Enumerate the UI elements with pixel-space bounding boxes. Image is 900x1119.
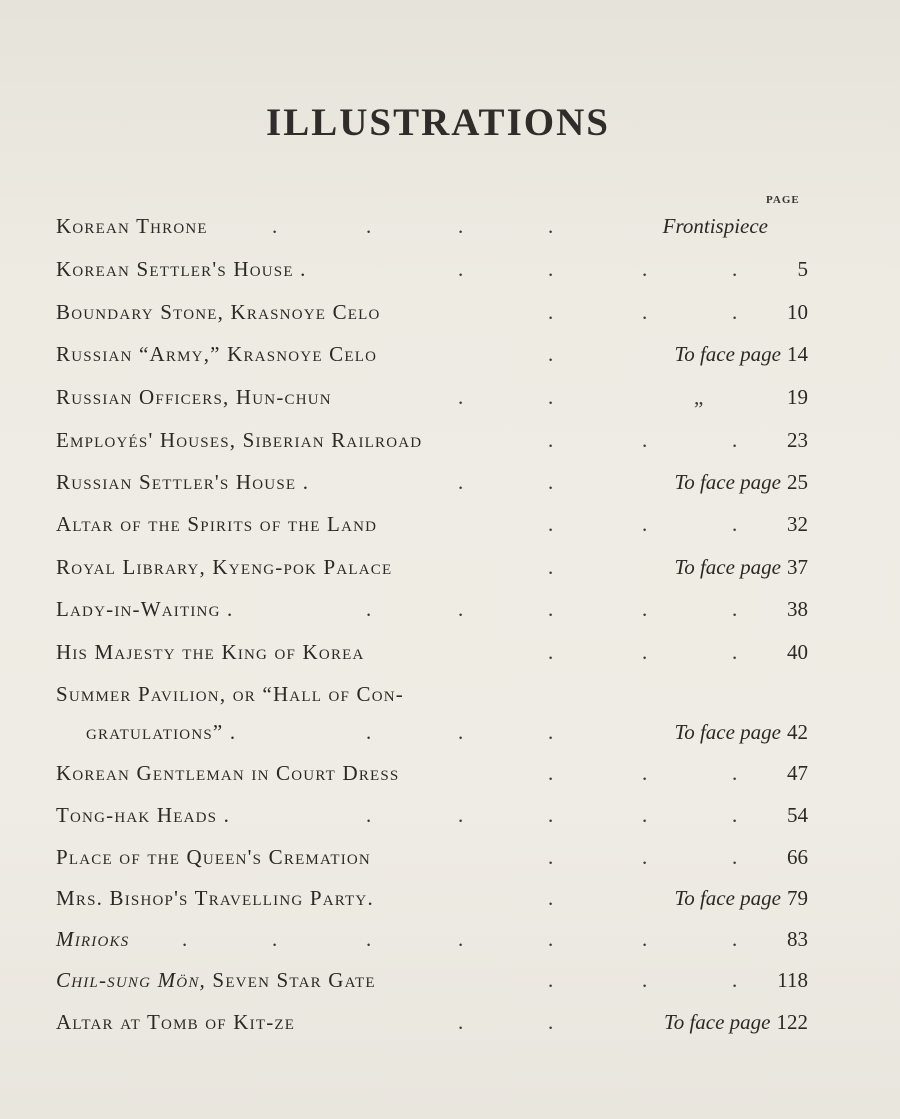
leader-dot: .: [732, 968, 738, 992]
list-item: [0, 342, 900, 372]
leader-dot: .: [458, 385, 464, 409]
leader-dot: .: [458, 803, 464, 827]
list-item: [0, 968, 900, 998]
entry-title: Mirioks: [56, 927, 130, 951]
list-item: [0, 300, 900, 330]
list-item: [0, 512, 900, 542]
list-item: [0, 1010, 900, 1040]
leader-dot: .: [732, 300, 738, 324]
entry-title: Korean Settler's House .: [56, 257, 307, 281]
leader-dot: .: [642, 300, 648, 324]
leader-dot: .: [548, 555, 554, 579]
list-item: [0, 470, 900, 500]
leader-dot: .: [548, 927, 554, 951]
leader-dot: .: [548, 845, 554, 869]
entry-page-number: 66: [787, 845, 808, 869]
leader-dot: .: [272, 927, 278, 951]
entry-note: To face page: [674, 470, 781, 494]
leader-dot: .: [548, 470, 554, 494]
leader-dot: .: [642, 968, 648, 992]
entry-title: Place of the Queen's Cremation: [56, 845, 371, 869]
list-item: [0, 428, 900, 458]
leader-dot: .: [458, 927, 464, 951]
entry-title: Boundary Stone, Krasnoye Celo: [56, 300, 381, 324]
entry-reference: [674, 470, 808, 495]
leader-dot: .: [458, 257, 464, 281]
leader-dot: .: [272, 214, 278, 238]
leader-dot: .: [732, 761, 738, 785]
leader-dot: .: [458, 1010, 464, 1034]
entry-title: His Majesty the King of Korea: [56, 640, 365, 664]
entry-title: Korean Gentleman in Court Dress: [56, 761, 400, 785]
entry-title-roman: Seven Star Gate: [205, 968, 376, 992]
entry-note: Frontispiece: [662, 214, 768, 238]
list-item: [0, 597, 900, 627]
leader-dot: .: [732, 512, 738, 536]
entry-title-italic: Chil-sung Mön,: [56, 968, 206, 992]
entry-page-number: 122: [776, 1010, 808, 1034]
entry-title: Employés' Houses, Siberian Railroad: [56, 428, 423, 452]
leader-dot: .: [548, 257, 554, 281]
leader-dot: .: [642, 803, 648, 827]
leader-dot: .: [642, 257, 648, 281]
leader-dot: .: [548, 886, 554, 910]
leader-dot: .: [366, 803, 372, 827]
leader-dot: .: [642, 927, 648, 951]
ditto-mark: „: [694, 385, 704, 409]
leader-dot: .: [548, 1010, 554, 1034]
leader-dot: .: [548, 428, 554, 452]
entry-title: Tong-hak Heads .: [56, 803, 231, 827]
entry-page-number: 32: [787, 512, 808, 536]
entry-reference: [674, 886, 808, 911]
entry-title-continuation: gratulations” .: [86, 720, 237, 744]
entry-note: To face page: [663, 1010, 771, 1034]
entry-note: To face page: [674, 555, 781, 579]
list-item: [0, 761, 900, 791]
entry-reference: [674, 342, 808, 367]
list-item: [0, 927, 900, 957]
entry-reference: [664, 1010, 808, 1035]
leader-dot: .: [732, 257, 738, 281]
leader-dot: .: [458, 214, 464, 238]
entry-title: Korean Throne: [56, 214, 208, 238]
leader-dot: .: [548, 512, 554, 536]
leader-dot: .: [548, 300, 554, 324]
entry-title: Summer Pavilion, or “Hall of Con-: [56, 682, 405, 706]
leader-dot: .: [732, 640, 738, 664]
leader-dot: .: [642, 512, 648, 536]
list-item: [0, 682, 900, 712]
leader-dot: .: [732, 428, 738, 452]
entry-title: Russian Settler's House .: [56, 470, 310, 494]
entry-title: Russian Officers, Hun-chun: [56, 385, 332, 409]
list-item: [0, 640, 900, 670]
entry-page-number: 14: [787, 342, 808, 366]
entry-page-number: 83: [787, 927, 808, 951]
entry-title: Lady-in-Waiting .: [56, 597, 234, 621]
entry-page-number: 40: [787, 640, 808, 664]
list-item: [0, 214, 900, 244]
leader-dot: .: [732, 927, 738, 951]
entry-page-number: 47: [787, 761, 808, 785]
entry-page-number: 118: [777, 968, 808, 992]
leader-dot: .: [642, 640, 648, 664]
entry-page-number: 79: [787, 886, 808, 910]
entry-page-number: 10: [787, 300, 808, 324]
page-column-header: PAGE: [766, 194, 800, 206]
entry-page-number: 23: [787, 428, 808, 452]
list-item: [0, 886, 900, 916]
leader-dot: .: [458, 470, 464, 494]
list-item: [0, 257, 900, 287]
leader-dot: .: [366, 927, 372, 951]
leader-dot: .: [458, 597, 464, 621]
entry-note: To face page: [674, 342, 781, 366]
list-item: [0, 720, 900, 750]
entry-title: [56, 968, 376, 993]
leader-dot: .: [548, 720, 554, 744]
leader-dot: .: [642, 761, 648, 785]
leader-dot: .: [548, 214, 554, 238]
entry-page-number: 37: [787, 555, 808, 579]
entry-page-number: 25: [787, 470, 808, 494]
leader-dot: .: [732, 845, 738, 869]
list-item: [0, 385, 900, 415]
entry-title: Altar of the Spirits of the Land: [56, 512, 378, 536]
leader-dot: .: [642, 597, 648, 621]
page-title: ILLUSTRATIONS: [266, 101, 610, 144]
entry-page-number: 42: [787, 720, 808, 744]
entry-page-number: 38: [787, 597, 808, 621]
entry-note: To face page: [674, 886, 781, 910]
leader-dot: .: [182, 927, 188, 951]
leader-dot: .: [548, 803, 554, 827]
entry-title: Mrs. Bishop's Travelling Party.: [56, 886, 374, 910]
leader-dot: .: [642, 428, 648, 452]
leader-dot: .: [548, 597, 554, 621]
list-item: [0, 803, 900, 833]
leader-dot: .: [458, 720, 464, 744]
entry-page-number: 19: [787, 385, 808, 409]
entry-note: To face page: [674, 720, 781, 744]
entry-reference: [674, 720, 808, 745]
leader-dot: .: [548, 761, 554, 785]
leader-dot: .: [732, 597, 738, 621]
entry-title: Altar at Tomb of Kit-ze: [56, 1010, 296, 1034]
leader-dot: .: [732, 803, 738, 827]
entry-title: Russian “Army,” Krasnoye Celo: [56, 342, 378, 366]
leader-dot: .: [548, 968, 554, 992]
entry-page-number: 5: [797, 257, 808, 281]
leader-dot: .: [366, 720, 372, 744]
leader-dot: .: [642, 845, 648, 869]
list-item: [0, 555, 900, 585]
entry-title: Royal Library, Kyeng-pok Palace: [56, 555, 393, 579]
list-item: [0, 845, 900, 875]
leader-dot: .: [548, 640, 554, 664]
leader-dot: .: [366, 597, 372, 621]
entry-page-number: 54: [787, 803, 808, 827]
entry-reference: [674, 555, 808, 580]
leader-dot: .: [548, 385, 554, 409]
leader-dot: .: [548, 342, 554, 366]
leader-dot: .: [366, 214, 372, 238]
